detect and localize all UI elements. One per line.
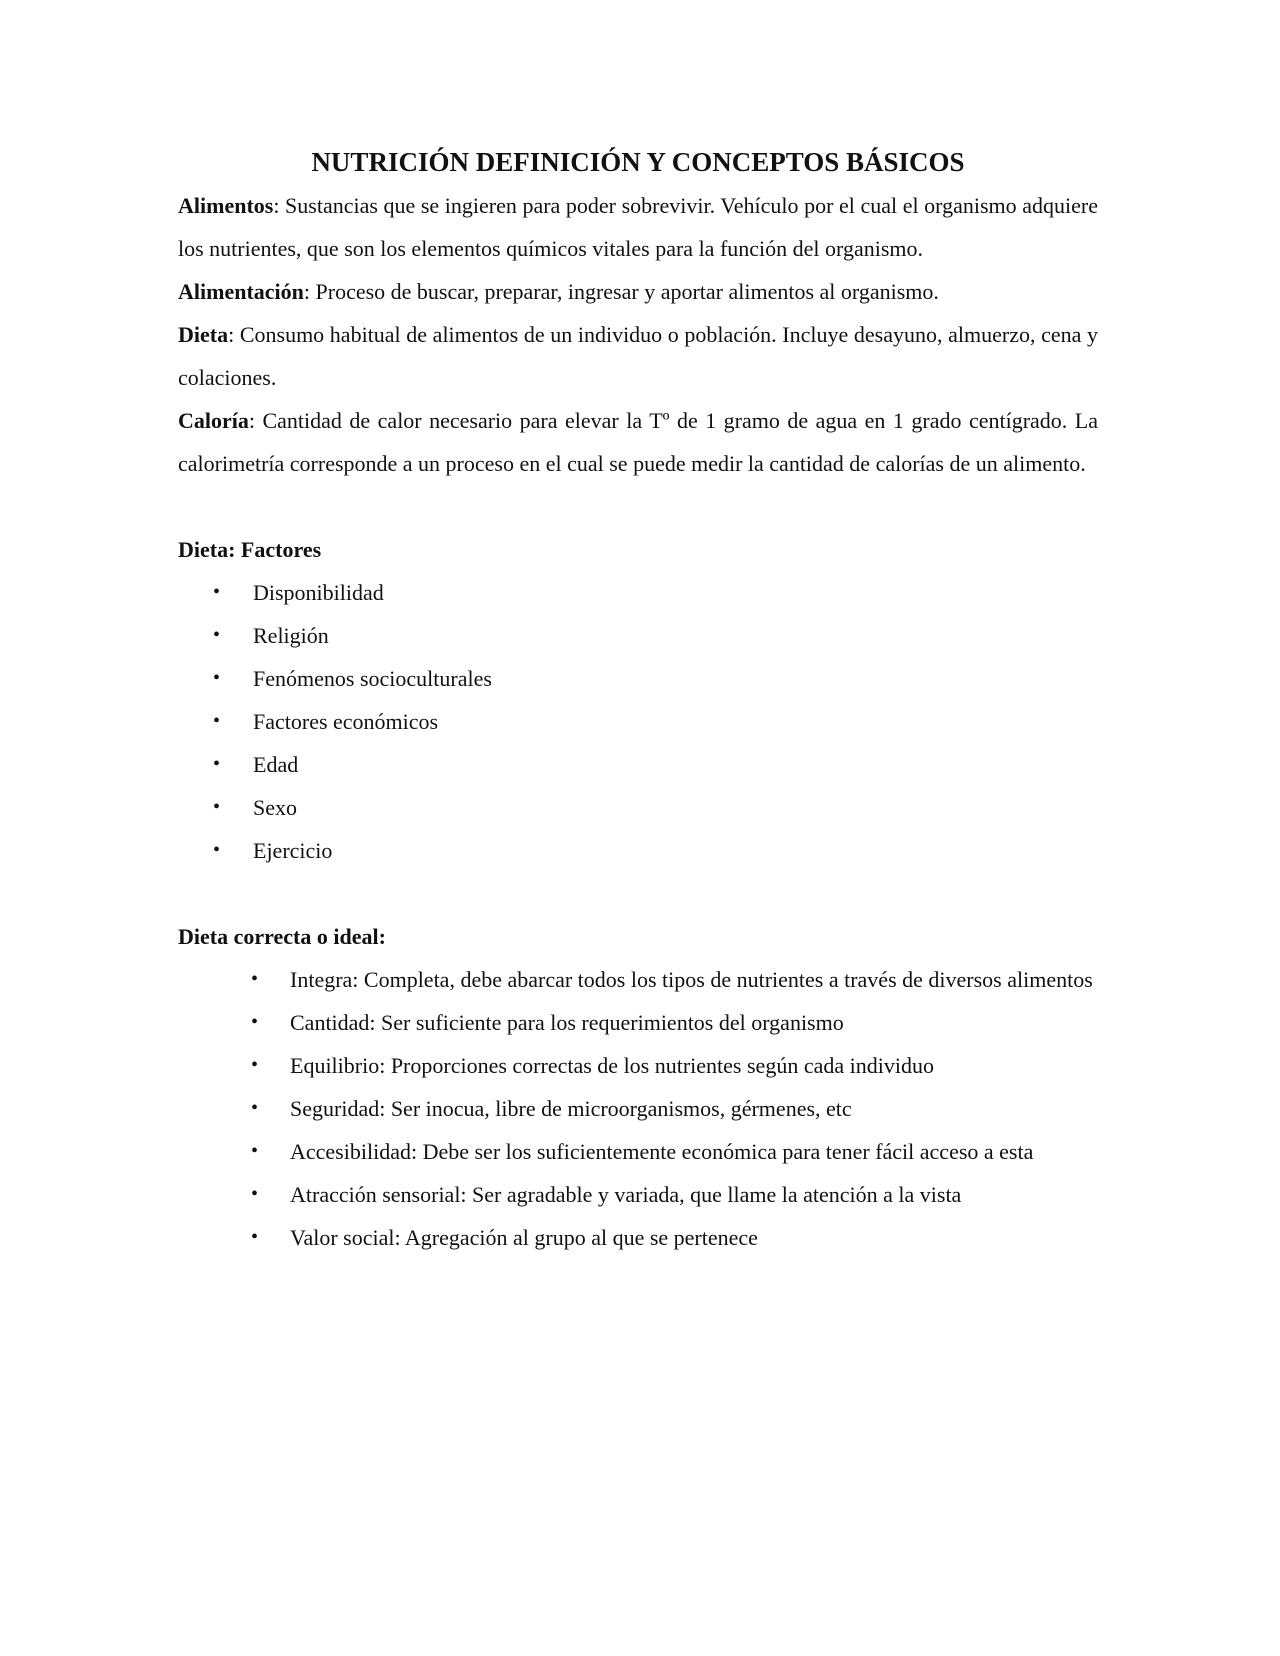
definition-text: : Cantidad de calor necesario para elevar la Tº de 1 gramo de agua en 1 grado centígrado. La calorimetría corresponde a un proceso en el cual se puede medir la cantidad de calorías de un alimento. (178, 408, 1098, 476)
list-item-text: Ejercicio (253, 838, 333, 863)
page-title: NUTRICIÓN DEFINICIÓN Y CONCEPTOS BÁSICOS (311, 147, 965, 177)
factors-heading: Dieta: Factores (178, 537, 322, 562)
bullet-icon: • (251, 1140, 259, 1162)
list-item (178, 1001, 1098, 1044)
list-item (178, 571, 1098, 614)
definition-caloria (178, 399, 1098, 485)
list-item-text: Seguridad: Ser inocua, libre de microorganismos, gérmenes, etc (290, 1096, 852, 1121)
bullet-icon: • (213, 667, 221, 689)
list-item-text: Cantidad: Ser suficiente para los requerimientos del organismo (290, 1010, 844, 1035)
bullet-icon: • (251, 1054, 259, 1076)
list-item (178, 1087, 1098, 1130)
definition-term: Alimentos (178, 193, 274, 218)
definition-alimentacion (178, 270, 1098, 313)
definition-text: : Proceso de buscar, preparar, ingresar y aportar alimentos al organismo. (303, 279, 939, 304)
list-item-text: Valor social: Agregación al grupo al que se pertenece (290, 1225, 758, 1250)
factors-list (178, 571, 1098, 872)
definition-term: Alimentación (178, 279, 304, 304)
list-item (178, 614, 1098, 657)
bullet-icon: • (213, 796, 221, 818)
list-item (178, 958, 1098, 1001)
bullet-icon: • (251, 1183, 259, 1205)
list-item-text: Atracción sensorial: Ser agradable y variada, que llame la atención a la vista (290, 1182, 962, 1207)
ideal-list (178, 958, 1098, 1259)
blank-line (178, 872, 1098, 915)
definition-alimentos (178, 184, 1098, 270)
ideal-heading: Dieta correcta o ideal: (178, 924, 386, 949)
definition-term: Dieta (178, 322, 229, 347)
blank-line (178, 485, 1098, 528)
list-item (178, 1130, 1098, 1173)
list-item-text: Equilibrio: Proporciones correctas de los nutrientes según cada individuo (290, 1053, 934, 1078)
list-item-text: Disponibilidad (253, 580, 384, 605)
definition-text: : Consumo habitual de alimentos de un individuo o población. Incluye desayuno, almuerzo, cena y colaciones. (178, 322, 1098, 390)
definition-dieta (178, 313, 1098, 399)
list-item (178, 657, 1098, 700)
list-item (178, 1216, 1098, 1259)
document-page (178, 140, 1098, 1259)
list-item-text: Integra: Completa, debe abarcar todos los tipos de nutrientes a través de diversos alimentos (290, 967, 1093, 992)
bullet-icon: • (213, 710, 221, 732)
bullet-icon: • (251, 1011, 259, 1033)
list-item-text: Accesibilidad: Debe ser los suficientemente económica para tener fácil acceso a esta (290, 1139, 1034, 1164)
list-item-text: Factores económicos (253, 709, 439, 734)
list-item-text: Sexo (253, 795, 297, 820)
bullet-icon: • (213, 753, 221, 775)
list-item (178, 700, 1098, 743)
list-item-text: Religión (253, 623, 329, 648)
bullet-icon: • (213, 839, 221, 861)
definition-term: Caloría (178, 408, 249, 433)
list-item (178, 1044, 1098, 1087)
bullet-icon: • (251, 968, 259, 990)
list-item (178, 829, 1098, 872)
list-item (178, 743, 1098, 786)
bullet-icon: • (251, 1226, 259, 1248)
list-item-text: Fenómenos socioculturales (253, 666, 492, 691)
list-item (178, 786, 1098, 829)
list-item-text: Edad (253, 752, 299, 777)
definition-text: : Sustancias que se ingieren para poder sobrevivir. Vehículo por el cual el organismo adquiere los nutrientes, que son los elementos químicos vitales para la función del organismo. (178, 193, 1098, 261)
bullet-icon: • (213, 624, 221, 646)
bullet-icon: • (251, 1097, 259, 1119)
list-item (178, 1173, 1098, 1216)
bullet-icon: • (213, 581, 221, 603)
